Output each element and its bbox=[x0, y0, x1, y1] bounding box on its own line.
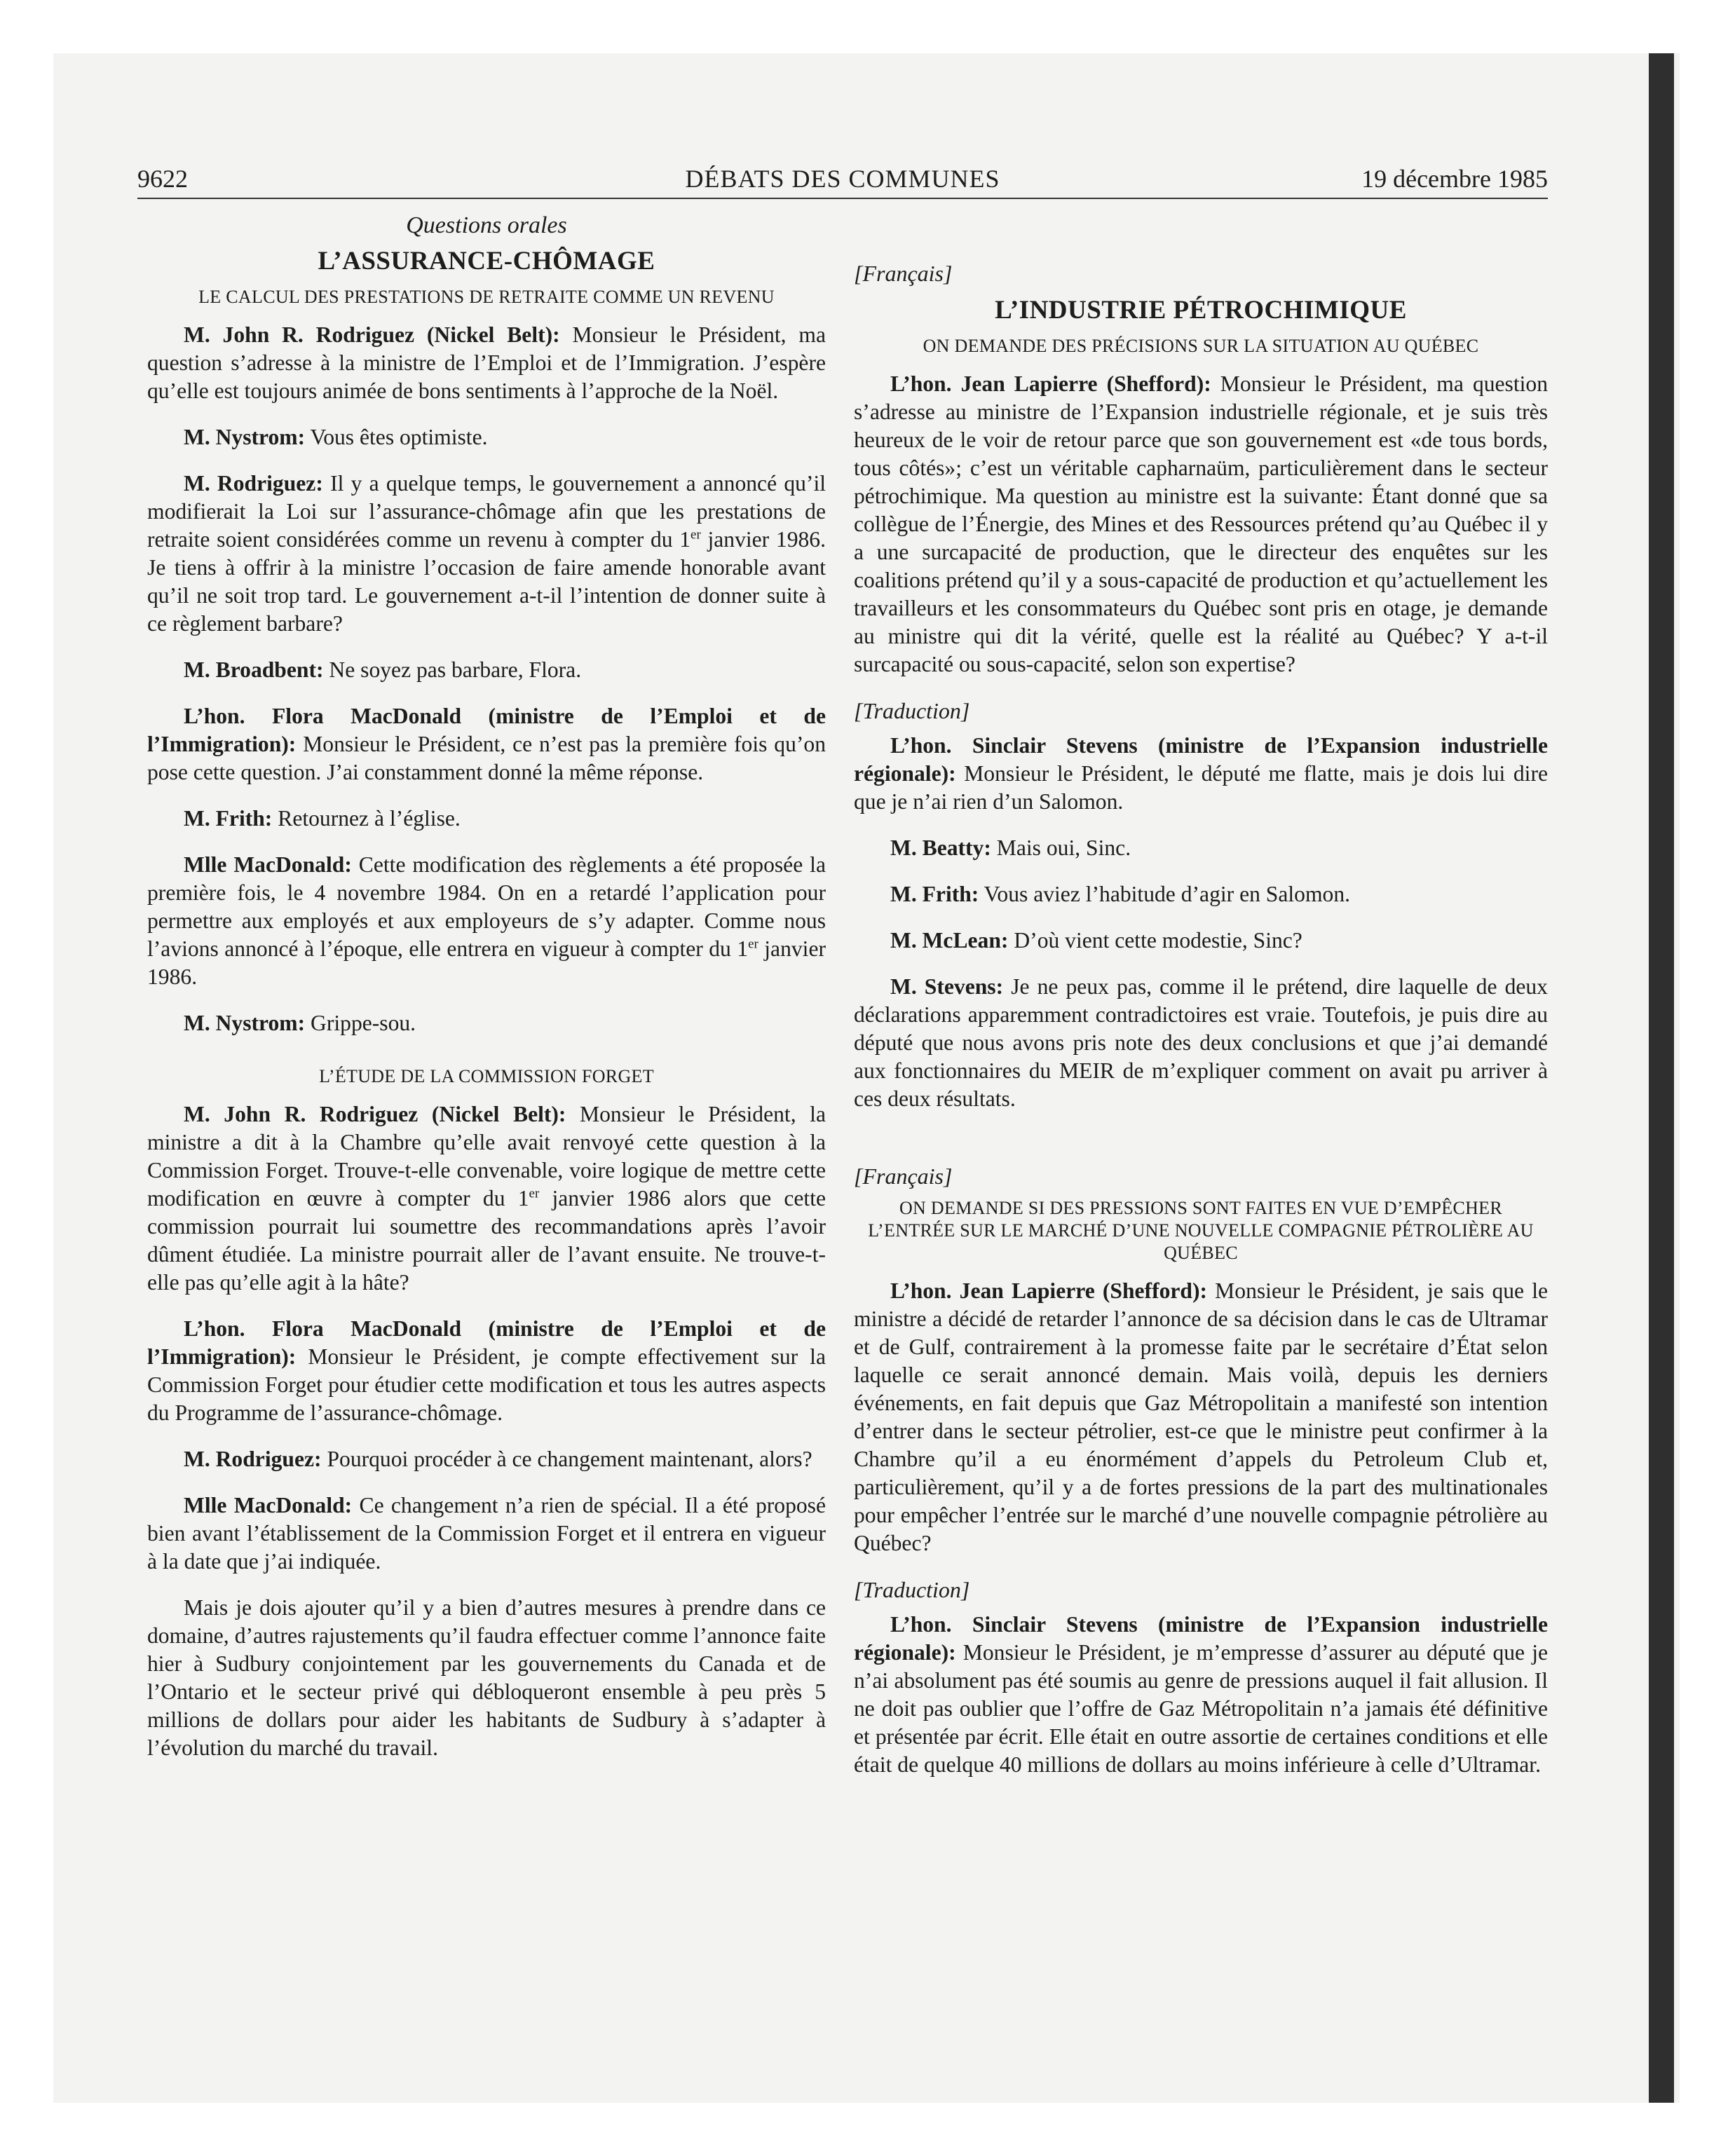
page-number: 9622 bbox=[137, 165, 188, 193]
speech-text: Ne soyez pas barbare, Flora. bbox=[323, 657, 582, 682]
speech-paragraph bbox=[147, 423, 826, 451]
speech-paragraph bbox=[147, 851, 826, 991]
speech-text: Vous êtes optimiste. bbox=[305, 425, 488, 449]
speech-text: Il y a quelque temps, le gouvernement a annoncé qu’il modifierait la Loi sur l’assurance-chômage afin que les prestations de retraite soient considérées comme un revenu à compter du 1 bbox=[147, 471, 826, 552]
speech-text: Ce changement n’a rien de spécial. Il a été proposé bien avant l’établissement de la Commission Forget et il entrera en vigueur à la date que j’ai indiquée. bbox=[147, 1493, 826, 1574]
speech-text: Je ne peux pas, comme il le prétend, dire laquelle de deux déclarations apparemment contradictoires est vraie. Toutefois, je puis dire au député que nous avons pris note des deux conclusions et que j’ai demandé aux fonctionnaires du MEIR de m’expliquer comment on avait pu arriver à ces deux résultats. bbox=[854, 974, 1548, 1111]
speech-paragraph bbox=[147, 1594, 826, 1762]
header-rule bbox=[137, 198, 1548, 199]
speaker-name: L’hon. Jean Lapierre (Shefford): bbox=[890, 371, 1211, 396]
speech-paragraph bbox=[147, 702, 826, 786]
speech-text: Monsieur le Président, ma question s’adresse au ministre de l’Expansion industrielle régionale, et je suis très heureux de le voir de retour parce que son gouvernement est «de tous bords, tous côtés»; c’est un véritable capharnaüm, particulièrement dans le secteur pétrochimique. Ma question au ministre est la suivante: Étant donné que sa collègue de l’Énergie, des Mines et des Ressources prétend qu’au Québec il y a une surcapacité de production, que le directeur des enquêtes sur les coalitions prétend qu’il y a sous-capacité de production et qu’actuellement les travailleurs et les consommateurs du Québec sont pris en otage, je demande au ministre qui dit la vérité, quelle est la réalité au Québec? Y a-t-il surcapacité ou sous-capacité, selon son expertise? bbox=[854, 371, 1549, 676]
speech-paragraph bbox=[854, 732, 1548, 816]
subsection-title: LE CALCUL DES PRESTATIONS DE RETRAITE COMME UN REVENU bbox=[198, 287, 775, 307]
speech-paragraph bbox=[147, 1315, 826, 1427]
speech-paragraph bbox=[147, 321, 826, 405]
speech-text: Monsieur le Président, je sais que le ministre a décidé de retarder l’annonce de sa décision dans le cas de Ultramar et de Gulf, contrairement à la promesse faite par le secrétaire d’État selon laquelle ce serait annoncé demain. Mais voilà, depuis les derniers événements, en fait depuis que Gaz Métropolitain a manifesté son intention d’entrer dans le secteur pétrolier, est-ce que le ministre peut confirmer à la Chambre qu’il a eu énormément d’appels du Petroleum Club et, particulièrement, qu’il y a de fortes pressions de la part des multinationales pour empêcher l’entrée sur le marché d’une nouvelle compagnie pétrolière au Québec? bbox=[854, 1278, 1549, 1555]
speech-text: Monsieur le Président, je compte effectivement sur la Commission Forget pour étudier cette modification et tous les autres aspects du Programme de l’assurance-chômage. bbox=[147, 1344, 826, 1425]
page-header bbox=[137, 160, 1548, 199]
speaker-name: L’hon. Flora MacDonald (ministre de l’Emploi et de l’Immigration): bbox=[147, 704, 826, 756]
speaker-name: M. Nystrom: bbox=[184, 425, 306, 449]
speech-paragraph bbox=[854, 880, 1548, 908]
speaker-name: L’hon. Sinclair Stevens (ministre de l’Expansion industrielle régionale): bbox=[854, 1612, 1548, 1665]
speech-text: D’où vient cette modestie, Sinc? bbox=[1008, 928, 1302, 953]
scan-edge-bar bbox=[1649, 53, 1674, 2103]
speech-text: Retournez à l’église. bbox=[272, 806, 461, 831]
language-marker: [Traduction] bbox=[854, 1577, 970, 1602]
superscript: er bbox=[690, 527, 701, 543]
speech-text: Monsieur le Président, je m’empresse d’assurer au député que je n’ai absolument pas été soumis au genre de pressions auquel il fait allusion. Il ne doit pas oublier que l’offre de Gaz Métropolitain n’a jamais été définitive et présentée par écrit. Elle était en outre assortie de certaines conditions et elle était de quelque 40 millions de dollars au moins inférieure à celle d’Ultramar. bbox=[854, 1640, 1548, 1777]
section-title: L’INDUSTRIE PÉTROCHIMIQUE bbox=[995, 296, 1407, 325]
section-label: Questions orales bbox=[406, 212, 567, 238]
subsection-title: ON DEMANDE DES PRÉCISIONS SUR LA SITUATION AU QUÉBEC bbox=[923, 336, 1479, 356]
speech-text: Monsieur le Président, le député me flatte, mais je dois lui dire que je n’ai rien d’un Salomon. bbox=[854, 761, 1548, 814]
speech-paragraph bbox=[854, 1611, 1548, 1779]
speech-text: Grippe-sou. bbox=[305, 1011, 416, 1035]
speaker-name: Mlle MacDonald: bbox=[184, 852, 352, 877]
speech-text: janvier 1986. Je tiens à offrir à la ministre l’occasion de faire amende honorable avant qu’il ne soit trop tard. Le gouvernement a-t-il l’intention de donner suite à ce règlement barbare? bbox=[147, 527, 826, 636]
speaker-name: L’hon. Sinclair Stevens (ministre de l’Expansion industrielle régionale): bbox=[854, 733, 1548, 786]
speech-paragraph bbox=[854, 927, 1548, 955]
speaker-name: M. Beatty: bbox=[890, 835, 991, 860]
speech-paragraph bbox=[147, 805, 826, 833]
speech-text: janvier 1986. bbox=[147, 936, 826, 989]
speech-paragraph bbox=[147, 1492, 826, 1576]
speaker-name: M. Nystrom: bbox=[184, 1011, 306, 1035]
speaker-name: M. Broadbent: bbox=[184, 657, 324, 682]
speech-paragraph bbox=[854, 1277, 1548, 1557]
speaker-name: M. McLean: bbox=[890, 928, 1009, 953]
speech-text: janvier 1986 alors que cette commission pourrait lui soumettre des recommandations après l’avoir dûment étudiée. La ministre pourrait aller de l’avant ensuite. Ne trouve-t-elle pas qu’elle agit à la hâte? bbox=[147, 1186, 826, 1295]
speaker-name: L’hon. Flora MacDonald (ministre de l’Emploi et de l’Immigration): bbox=[147, 1316, 826, 1369]
superscript: er bbox=[529, 1186, 540, 1201]
language-marker: [Français] bbox=[854, 1164, 953, 1189]
speech-text: Monsieur le Président, la ministre a dit à la Chambre qu’elle avait renvoyé cette question à la Commission Forget. Trouve-t-elle convenable, voire logique de mettre cette modification en œuvre à compter du 1 bbox=[147, 1102, 826, 1210]
speech-paragraph bbox=[854, 370, 1548, 678]
speaker-name: Mlle MacDonald: bbox=[184, 1493, 353, 1517]
speech-text: Vous aviez l’habitude d’agir en Salomon. bbox=[979, 882, 1351, 906]
speech-paragraph bbox=[147, 1100, 826, 1297]
subsection-title: ON DEMANDE SI DES PRESSIONS SONT FAITES EN VUE D’EMPÊCHER L’ENTRÉE SUR LE MARCHÉ D’UNE NOUVELLE COMPAGNIE PÉTROLIÈRE AU QUÉBEC bbox=[868, 1198, 1534, 1263]
speech-text: Monsieur le Président, ce n’est pas la première fois qu’on pose cette question. J’ai constamment donné la même réponse. bbox=[147, 732, 826, 784]
publication-title: DÉBATS DES COMMUNES bbox=[685, 165, 1000, 193]
speaker-name: M. John R. Rodriguez (Nickel Belt): bbox=[184, 1102, 566, 1126]
subsection-title: L’ÉTUDE DE LA COMMISSION FORGET bbox=[319, 1066, 654, 1086]
speaker-name: M. Frith: bbox=[184, 806, 273, 831]
speech-paragraph bbox=[147, 1009, 826, 1037]
speaker-name: M. Rodriguez: bbox=[184, 1447, 322, 1471]
speech-paragraph bbox=[147, 1445, 826, 1473]
language-marker: [Traduction] bbox=[854, 698, 970, 723]
speaker-name: L’hon. Jean Lapierre (Shefford): bbox=[890, 1278, 1208, 1303]
left-column bbox=[147, 210, 826, 1780]
language-marker: [Français] bbox=[854, 261, 953, 286]
speech-paragraph bbox=[147, 656, 826, 684]
section-title: L’ASSURANCE-CHÔMAGE bbox=[318, 247, 655, 275]
speech-paragraph bbox=[854, 973, 1548, 1113]
speaker-name: M. Frith: bbox=[890, 882, 979, 906]
speaker-name: M. John R. Rodriguez (Nickel Belt): bbox=[184, 322, 560, 347]
speech-text: Cette modification des règlements a été proposée la première fois, le 4 novembre 1984. On en a retardé l’application pour permettre aux employés et aux employeurs de s’y adapter. Comme nous l’avions annoncé à l’époque, elle entrera en vigueur à compter du 1 bbox=[147, 852, 826, 961]
speaker-name: M. Rodriguez: bbox=[184, 471, 323, 496]
speech-text: Pourquoi procéder à ce changement maintenant, alors? bbox=[321, 1447, 812, 1471]
superscript: er bbox=[748, 936, 758, 952]
speech-text: Monsieur le Président, ma question s’adresse à la ministre de l’Emploi et de l’Immigration. J’espère qu’elle est toujours animée de bons sentiments à l’approche de la Noël. bbox=[147, 322, 826, 403]
speech-paragraph bbox=[854, 834, 1548, 862]
speaker-name: M. Stevens: bbox=[890, 974, 1004, 999]
speech-text: Mais je dois ajouter qu’il y a bien d’autres mesures à prendre dans ce domaine, d’autres rajustements qu’il faudra effectuer comme l’annonce faite hier à Sudbury conjointement par les gouvernements du Canada et de l’Ontario et le secteur privé qui débloqueront ensemble à peu près 5 millions de dollars pour aider les habitants de Sudbury à s’adapter à l’évolution du marché du travail. bbox=[147, 1595, 826, 1760]
speech-paragraph bbox=[147, 470, 826, 638]
right-column bbox=[854, 210, 1548, 1797]
page-date: 19 décembre 1985 bbox=[1361, 165, 1548, 193]
speech-text: Mais oui, Sinc. bbox=[991, 835, 1131, 860]
